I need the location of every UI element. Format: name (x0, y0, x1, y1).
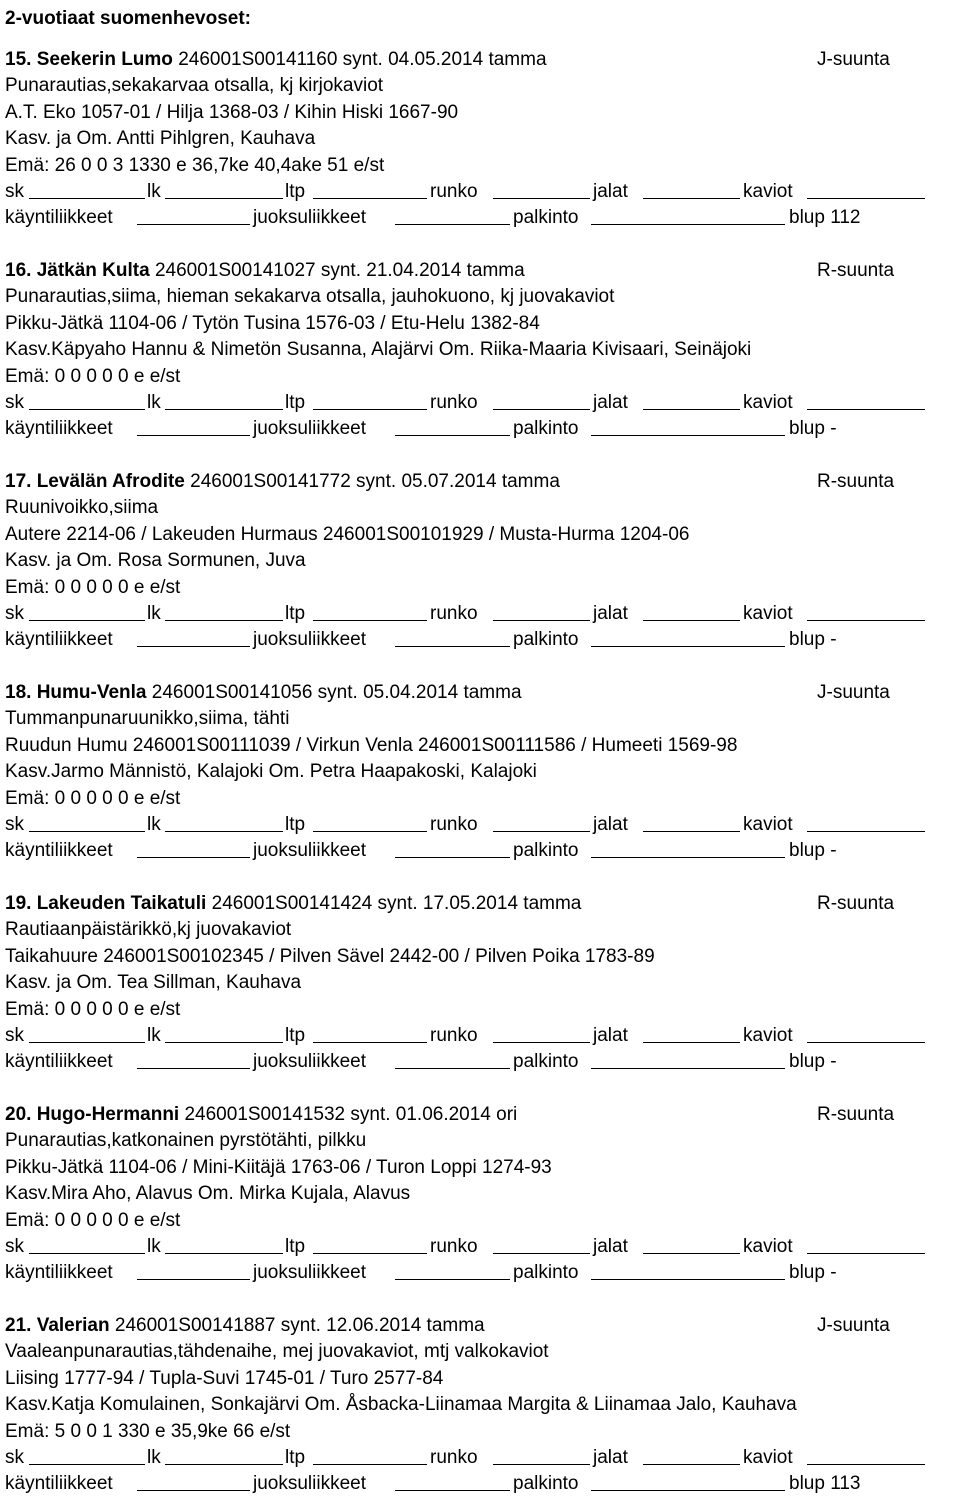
score-blank[interactable] (165, 831, 283, 832)
gait-label-palkinto: palkinto (513, 207, 579, 229)
gait-label-juoksuliikkeet: juoksuliikkeet (253, 1051, 366, 1073)
score-label-kaviot: kaviot (743, 1235, 793, 1257)
score-blank[interactable] (313, 1253, 427, 1254)
score-blank[interactable] (643, 620, 740, 621)
direction-label: J-suunta (817, 1315, 890, 1336)
score-label-jalat: jalat (593, 1446, 628, 1468)
gait-blank[interactable] (591, 646, 785, 647)
registration-birth-sex: 246001S00141532 synt. 01.06.2014 ori (184, 1104, 518, 1125)
gait-label-kayntiliikkeet: käyntiliikkeet (5, 1473, 113, 1495)
horse-entry (5, 47, 955, 232)
score-label-runko: runko (430, 391, 478, 413)
entry-number: 19. (5, 893, 32, 914)
score-blank[interactable] (493, 620, 590, 621)
score-blank[interactable] (165, 620, 283, 621)
score-label-jalat: jalat (593, 1235, 628, 1257)
score-label-runko: runko (430, 1024, 478, 1046)
score-blank[interactable] (313, 409, 427, 410)
score-blank[interactable] (493, 409, 590, 410)
score-blank[interactable] (807, 1042, 925, 1043)
score-label-jalat: jalat (593, 391, 628, 413)
score-line (5, 1445, 955, 1471)
gait-line (5, 1049, 955, 1075)
gait-blank[interactable] (137, 1279, 250, 1280)
score-label-ltp: ltp (285, 391, 306, 413)
score-label-jalat: jalat (593, 602, 628, 624)
gait-label-kayntiliikkeet: käyntiliikkeet (5, 840, 113, 862)
score-label-lk: lk (147, 1235, 161, 1257)
score-line (5, 812, 955, 838)
horse-name: Lakeuden Taikatuli (36, 893, 207, 914)
score-label-sk: sk (5, 1446, 24, 1468)
score-blank[interactable] (643, 1042, 740, 1043)
gait-label-kayntiliikkeet: käyntiliikkeet (5, 1262, 113, 1284)
gait-blank[interactable] (137, 224, 250, 225)
horse-entry (5, 258, 955, 443)
score-label-lk: lk (147, 1446, 161, 1468)
score-label-runko: runko (430, 180, 478, 202)
gait-blank[interactable] (395, 1490, 510, 1491)
score-label-jalat: jalat (593, 813, 628, 835)
horse-name: Jätkän Kulta (36, 260, 150, 281)
score-label-runko: runko (430, 1446, 478, 1468)
score-blank[interactable] (29, 409, 145, 410)
breeder-owner: Kasv.Käpyaho Hannu & Nimetön Susanna, Alajärvi Om. Riika-Maaria Kivisaari, Seinäjoki (5, 339, 752, 361)
score-label-lk: lk (147, 1024, 161, 1046)
entry-header (5, 469, 955, 495)
score-label-sk: sk (5, 391, 24, 413)
score-blank[interactable] (643, 198, 740, 199)
gait-line (5, 416, 955, 442)
gait-blank[interactable] (591, 1279, 785, 1280)
score-blank[interactable] (493, 1042, 590, 1043)
entry-number: 17. (5, 471, 32, 492)
horse-color-markings: Punarautias,sekakarvaa otsalla, kj kirjokaviot (5, 75, 384, 97)
score-blank[interactable] (643, 1253, 740, 1254)
gait-blank[interactable] (591, 1068, 785, 1069)
gait-blank[interactable] (137, 646, 250, 647)
score-blank[interactable] (313, 198, 427, 199)
score-blank[interactable] (643, 409, 740, 410)
section-title: 2-vuotiaat suomenhevoset: (5, 8, 251, 29)
pedigree: A.T. Eko 1057-01 / Hilja 1368-03 / Kihin Hiski 1667-90 (5, 101, 459, 123)
score-label-sk: sk (5, 602, 24, 624)
score-blank[interactable] (29, 831, 145, 832)
score-line (5, 1234, 955, 1260)
score-label-sk: sk (5, 1235, 24, 1257)
score-blank[interactable] (29, 198, 145, 199)
horse-color-markings: Punarautias,katkonainen pyrstötähti, pilkku (5, 1130, 367, 1152)
direction-label: R-suunta (817, 471, 895, 492)
blup-value: blup - (789, 418, 837, 440)
gait-blank[interactable] (395, 1068, 510, 1069)
gait-blank[interactable] (591, 224, 785, 225)
gait-blank[interactable] (137, 1490, 250, 1491)
score-blank[interactable] (313, 831, 427, 832)
score-label-ltp: ltp (285, 602, 306, 624)
horse-name: Humu-Venla (36, 682, 147, 703)
entry-header (5, 891, 955, 917)
score-blank[interactable] (493, 1464, 590, 1465)
gait-label-palkinto: palkinto (513, 629, 579, 651)
entry-number: 15. (5, 49, 32, 70)
horse-color-markings: Vaaleanpunarautias,tähdenaihe, mej juovakaviot, mtj valkokaviot (5, 1341, 549, 1363)
score-blank[interactable] (29, 1464, 145, 1465)
score-blank[interactable] (313, 1042, 427, 1043)
gait-blank[interactable] (591, 1490, 785, 1491)
gait-blank[interactable] (395, 435, 510, 436)
score-label-jalat: jalat (593, 1024, 628, 1046)
entry-header (5, 258, 955, 284)
direction-label: R-suunta (817, 260, 895, 281)
score-label-lk: lk (147, 602, 161, 624)
score-blank[interactable] (313, 620, 427, 621)
gait-line (5, 1471, 955, 1497)
score-blank[interactable] (493, 198, 590, 199)
score-label-ltp: ltp (285, 1235, 306, 1257)
direction-label: J-suunta (817, 49, 890, 70)
direction-label: R-suunta (817, 893, 895, 914)
score-label-ltp: ltp (285, 1024, 306, 1046)
score-blank[interactable] (807, 1253, 925, 1254)
gait-label-kayntiliikkeet: käyntiliikkeet (5, 418, 113, 440)
pedigree: Pikku-Jätkä 1104-06 / Mini-Kiitäjä 1763-06 / Turon Loppi 1274-93 (5, 1156, 552, 1178)
blup-value: blup - (789, 1262, 837, 1284)
score-blank[interactable] (165, 1042, 283, 1043)
breeder-owner: Kasv. ja Om. Antti Pihlgren, Kauhava (5, 128, 316, 150)
blup-value: blup 113 (789, 1473, 861, 1495)
score-line (5, 390, 955, 416)
entry-number: 21. (5, 1315, 32, 1336)
score-blank[interactable] (807, 620, 925, 621)
direction-label: R-suunta (817, 1104, 895, 1125)
gait-blank[interactable] (395, 857, 510, 858)
breeder-owner: Kasv. ja Om. Tea Sillman, Kauhava (5, 972, 302, 994)
gait-line (5, 1260, 955, 1286)
score-blank[interactable] (165, 198, 283, 199)
gait-label-juoksuliikkeet: juoksuliikkeet (253, 840, 366, 862)
entry-header (5, 47, 955, 73)
score-label-kaviot: kaviot (743, 391, 793, 413)
horse-color-markings: Punarautias,siima, hieman sekakarva otsalla, jauhokuono, kj juovakaviot (5, 286, 615, 308)
gait-blank[interactable] (137, 435, 250, 436)
blup-value: blup - (789, 1051, 837, 1073)
score-line (5, 601, 955, 627)
horse-color-markings: Rautiaanpäistärikkö,kj juovakaviot (5, 919, 292, 941)
score-label-sk: sk (5, 180, 24, 202)
horse-entry (5, 469, 955, 654)
direction-label: J-suunta (817, 682, 890, 703)
registration-birth-sex: 246001S00141887 synt. 12.06.2014 tamma (114, 1315, 485, 1336)
blup-value: blup - (789, 840, 837, 862)
breeder-owner: Kasv.Jarmo Männistö, Kalajoki Om. Petra Haapakoski, Kalajoki (5, 761, 537, 783)
registration-birth-sex: 246001S00141772 synt. 05.07.2014 tamma (190, 471, 560, 492)
gait-label-kayntiliikkeet: käyntiliikkeet (5, 207, 113, 229)
score-label-kaviot: kaviot (743, 602, 793, 624)
score-label-kaviot: kaviot (743, 813, 793, 835)
dam-record: Emä: 0 0 0 0 0 e e/st (5, 998, 181, 1020)
score-blank[interactable] (643, 1464, 740, 1465)
entry-number: 18. (5, 682, 32, 703)
gait-label-kayntiliikkeet: käyntiliikkeet (5, 629, 113, 651)
score-blank[interactable] (807, 409, 925, 410)
dam-record: Emä: 0 0 0 0 0 e e/st (5, 787, 181, 809)
pedigree: Taikahuure 246001S00102345 / Pilven Sävel 2442-00 / Pilven Poika 1783-89 (5, 945, 655, 967)
registration-birth-sex: 246001S00141027 synt. 21.04.2014 tamma (154, 260, 525, 281)
score-label-runko: runko (430, 813, 478, 835)
score-blank[interactable] (29, 620, 145, 621)
gait-label-juoksuliikkeet: juoksuliikkeet (253, 1262, 366, 1284)
registration-birth-sex: 246001S00141424 synt. 17.05.2014 tamma (211, 893, 582, 914)
score-blank[interactable] (165, 1253, 283, 1254)
score-label-lk: lk (147, 391, 161, 413)
blup-value: blup - (789, 629, 837, 651)
entry-header (5, 1313, 955, 1339)
blup-value: blup 112 (789, 207, 861, 229)
gait-line (5, 838, 955, 864)
score-blank[interactable] (313, 1464, 427, 1465)
gait-blank[interactable] (395, 224, 510, 225)
entry-number: 20. (5, 1104, 32, 1125)
score-label-runko: runko (430, 602, 478, 624)
score-blank[interactable] (493, 831, 590, 832)
gait-label-palkinto: palkinto (513, 840, 579, 862)
gait-blank[interactable] (591, 435, 785, 436)
entry-number: 16. (5, 260, 32, 281)
score-blank[interactable] (807, 198, 925, 199)
dam-record: Emä: 0 0 0 0 0 e e/st (5, 576, 181, 598)
score-label-kaviot: kaviot (743, 1446, 793, 1468)
score-label-lk: lk (147, 180, 161, 202)
pedigree: Ruudun Humu 246001S00111039 / Virkun Venla 246001S00111586 / Humeeti 1569-98 (5, 734, 738, 756)
horse-entry (5, 891, 955, 1076)
score-blank[interactable] (29, 1253, 145, 1254)
pedigree: Liising 1777-94 / Tupla-Suvi 1745-01 / Turo 2577-84 (5, 1367, 444, 1389)
gait-label-palkinto: palkinto (513, 1473, 579, 1495)
score-label-ltp: ltp (285, 180, 306, 202)
gait-label-juoksuliikkeet: juoksuliikkeet (253, 207, 366, 229)
horse-name: Seekerin Lumo (36, 49, 173, 70)
gait-blank[interactable] (137, 857, 250, 858)
breeder-owner: Kasv. ja Om. Rosa Sormunen, Juva (5, 550, 306, 572)
gait-label-kayntiliikkeet: käyntiliikkeet (5, 1051, 113, 1073)
pedigree: Pikku-Jätkä 1104-06 / Tytön Tusina 1576-03 / Etu-Helu 1382-84 (5, 312, 540, 334)
horse-entry (5, 1313, 955, 1498)
score-blank[interactable] (29, 1042, 145, 1043)
score-label-sk: sk (5, 1024, 24, 1046)
score-label-kaviot: kaviot (743, 1024, 793, 1046)
score-line (5, 1023, 955, 1049)
horse-name: Hugo-Hermanni (36, 1104, 180, 1125)
dam-record: Emä: 26 0 0 3 1330 e 36,7ke 40,4ake 51 e/st (5, 154, 385, 176)
dam-record: Emä: 5 0 0 1 330 e 35,9ke 66 e/st (5, 1420, 291, 1442)
gait-blank[interactable] (395, 1279, 510, 1280)
score-blank[interactable] (807, 1464, 925, 1465)
entry-header (5, 680, 955, 706)
gait-label-palkinto: palkinto (513, 418, 579, 440)
score-label-ltp: ltp (285, 813, 306, 835)
gait-blank[interactable] (395, 646, 510, 647)
gait-label-juoksuliikkeet: juoksuliikkeet (253, 629, 366, 651)
score-line (5, 179, 955, 205)
horse-name: Levälän Afrodite (36, 471, 185, 492)
gait-line (5, 627, 955, 653)
score-blank[interactable] (643, 831, 740, 832)
breeder-owner: Kasv.Mira Aho, Alavus Om. Mirka Kujala, Alavus (5, 1183, 411, 1205)
gait-blank[interactable] (137, 1068, 250, 1069)
dam-record: Emä: 0 0 0 0 0 e e/st (5, 365, 181, 387)
gait-label-palkinto: palkinto (513, 1262, 579, 1284)
registration-birth-sex: 246001S00141160 synt. 04.05.2014 tamma (178, 49, 547, 70)
gait-label-juoksuliikkeet: juoksuliikkeet (253, 1473, 366, 1495)
score-label-ltp: ltp (285, 1446, 306, 1468)
score-blank[interactable] (493, 1253, 590, 1254)
breeder-owner: Kasv.Katja Komulainen, Sonkajärvi Om. Åsbacka-Liinamaa Margita & Liinamaa Jalo, Kauhava (5, 1394, 797, 1416)
score-blank[interactable] (807, 831, 925, 832)
score-label-runko: runko (430, 1235, 478, 1257)
score-label-jalat: jalat (593, 180, 628, 202)
score-blank[interactable] (165, 409, 283, 410)
horse-color-markings: Tummanpunaruunikko,siima, tähti (5, 708, 290, 730)
score-label-lk: lk (147, 813, 161, 835)
horse-color-markings: Ruunivoikko,siima (5, 497, 159, 519)
score-label-sk: sk (5, 813, 24, 835)
dam-record: Emä: 0 0 0 0 0 e e/st (5, 1209, 181, 1231)
gait-blank[interactable] (591, 857, 785, 858)
entry-header (5, 1102, 955, 1128)
pedigree: Autere 2214-06 / Lakeuden Hurmaus 246001S00101929 / Musta-Hurma 1204-06 (5, 523, 690, 545)
score-label-kaviot: kaviot (743, 180, 793, 202)
horse-name: Valerian (36, 1315, 110, 1336)
score-blank[interactable] (165, 1464, 283, 1465)
gait-label-palkinto: palkinto (513, 1051, 579, 1073)
horse-entry (5, 1102, 955, 1287)
gait-label-juoksuliikkeet: juoksuliikkeet (253, 418, 366, 440)
registration-birth-sex: 246001S00141056 synt. 05.04.2014 tamma (151, 682, 522, 703)
horse-entry (5, 680, 955, 865)
gait-line (5, 205, 955, 231)
